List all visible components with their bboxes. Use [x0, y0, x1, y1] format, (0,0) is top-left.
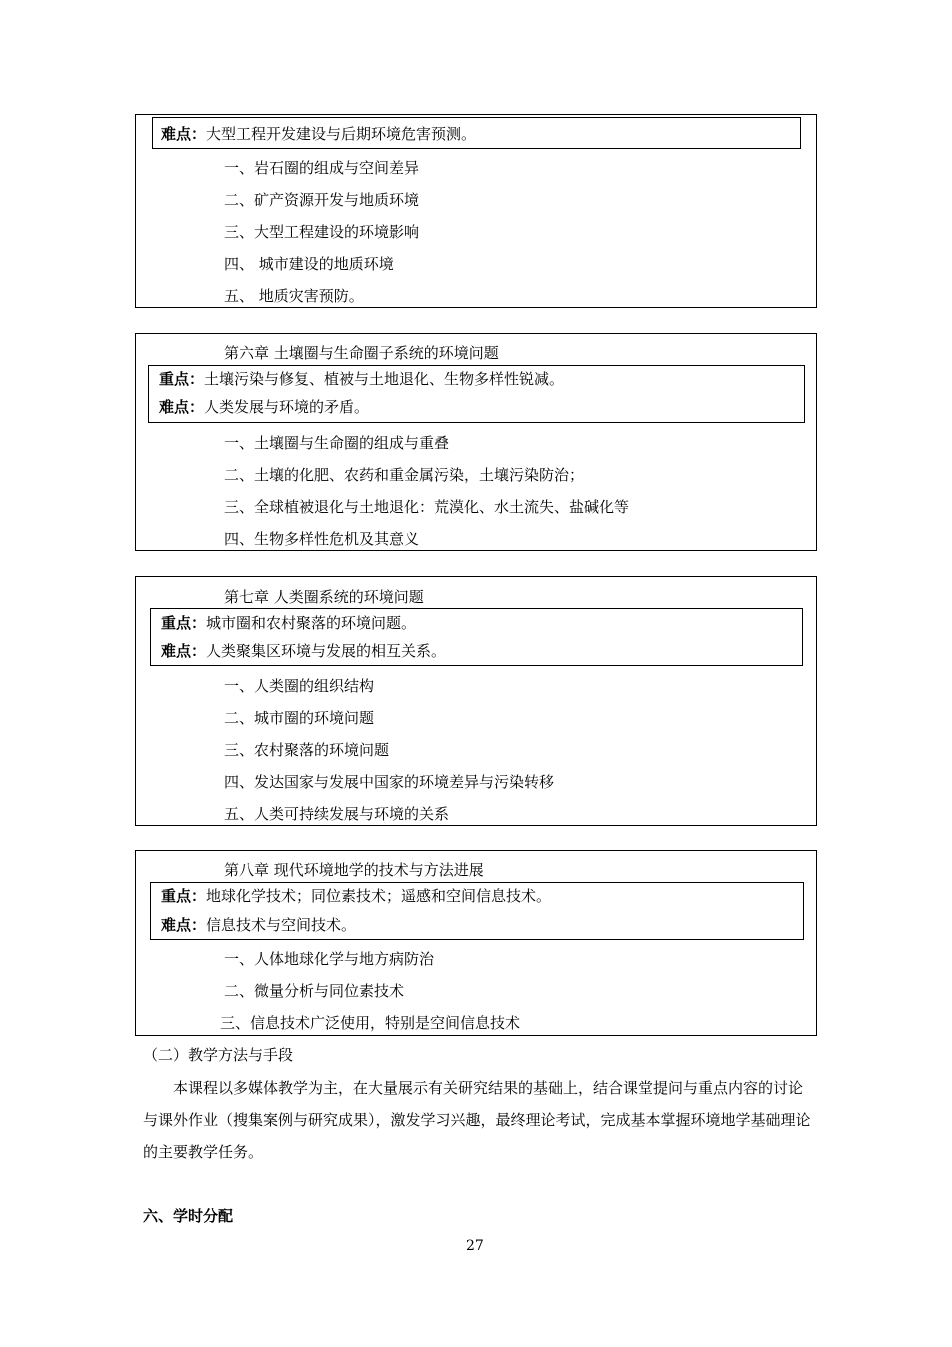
section-paragraph: 本课程以多媒体教学为主，在大量展示有关研究结果的基础上，结合课堂提问与重点内容的讨论与课外作业（搜集案例与研究成果），激发学习兴趣，最终理论考试，完成基本掌握环境地学基础理论的主要教学任务。	[143, 1079, 811, 1161]
chapter-title: 第六章 土壤圈与生命圈子系统的环境问题	[224, 344, 499, 362]
chapter5-box	[135, 114, 817, 308]
chapter6-key-box	[148, 365, 805, 423]
chapter7-key-box	[150, 608, 803, 666]
chapter5-difficulty	[161, 124, 476, 144]
difficulty-label: 难点：	[159, 398, 205, 416]
list-item: 二、矿产资源开发与地质环境	[224, 191, 420, 209]
chapter-title: 第八章 现代环境地学的技术与方法进展	[224, 861, 484, 879]
chapter8-box	[135, 850, 817, 1036]
page-number: 27	[466, 1238, 484, 1254]
difficulty-text: 人类发展与环境的矛盾。	[204, 398, 370, 416]
key-label: 重点：	[159, 370, 205, 388]
difficulty-text: 大型工程开发建设与后期环境危害预测。	[206, 125, 477, 143]
chapter-title: 第七章 人类圈系统的环境问题	[224, 588, 424, 606]
difficulty-text: 信息技术与空间技术。	[206, 916, 357, 934]
key-text: 地球化学技术；同位素技术；遥感和空间信息技术。	[206, 887, 552, 905]
list-item: 三、信息技术广泛使用，特别是空间信息技术	[220, 1014, 521, 1032]
list-item: 一、岩石圈的组成与空间差异	[224, 159, 420, 177]
list-item: 二、土壤的化肥、农药和重金属污染，土壤污染防治；	[224, 466, 585, 484]
list-item: 三、全球植被退化与土地退化：荒漠化、水土流失、盐碱化等	[224, 498, 630, 516]
key-point	[159, 369, 564, 389]
key-label: 重点：	[161, 887, 207, 905]
key-text: 城市圈和农村聚落的环境问题。	[206, 614, 417, 632]
list-item: 二、微量分析与同位素技术	[224, 982, 405, 1000]
chapter5-difficulty-box	[152, 117, 801, 149]
section-heading-6: 六、学时分配	[143, 1207, 234, 1225]
list-item: 五、 地质灾害预防。	[224, 287, 364, 305]
key-label: 重点：	[161, 614, 207, 632]
list-item: 三、大型工程建设的环境影响	[224, 223, 420, 241]
list-item: 四、发达国家与发展中国家的环境差异与污染转移	[224, 773, 555, 791]
difficulty-point	[159, 397, 369, 417]
list-item: 五、人类可持续发展与环境的关系	[224, 805, 450, 823]
difficulty-text: 人类聚集区环境与发展的相互关系。	[206, 642, 447, 660]
list-item: 四、生物多样性危机及其意义	[224, 530, 420, 548]
difficulty-label: 难点：	[161, 125, 207, 143]
chapter6-box	[135, 333, 817, 551]
key-text: 土壤污染与修复、植被与土地退化、生物多样性锐减。	[204, 370, 565, 388]
list-item: 三、农村聚落的环境问题	[224, 741, 390, 759]
section-heading: （二）教学方法与手段	[143, 1046, 294, 1064]
difficulty-point	[161, 915, 356, 935]
difficulty-point	[161, 641, 446, 661]
list-item: 一、人体地球化学与地方病防治	[224, 950, 435, 968]
difficulty-label: 难点：	[161, 916, 207, 934]
chapter8-key-box	[150, 882, 804, 940]
list-item: 一、人类圈的组织结构	[224, 677, 375, 695]
list-item: 四、 城市建设的地质环境	[224, 255, 394, 273]
key-point	[161, 613, 416, 633]
chapter7-box	[135, 576, 817, 826]
difficulty-label: 难点：	[161, 642, 207, 660]
key-point	[161, 886, 551, 906]
list-item: 一、土壤圈与生命圈的组成与重叠	[224, 434, 450, 452]
list-item: 二、城市圈的环境问题	[224, 709, 375, 727]
